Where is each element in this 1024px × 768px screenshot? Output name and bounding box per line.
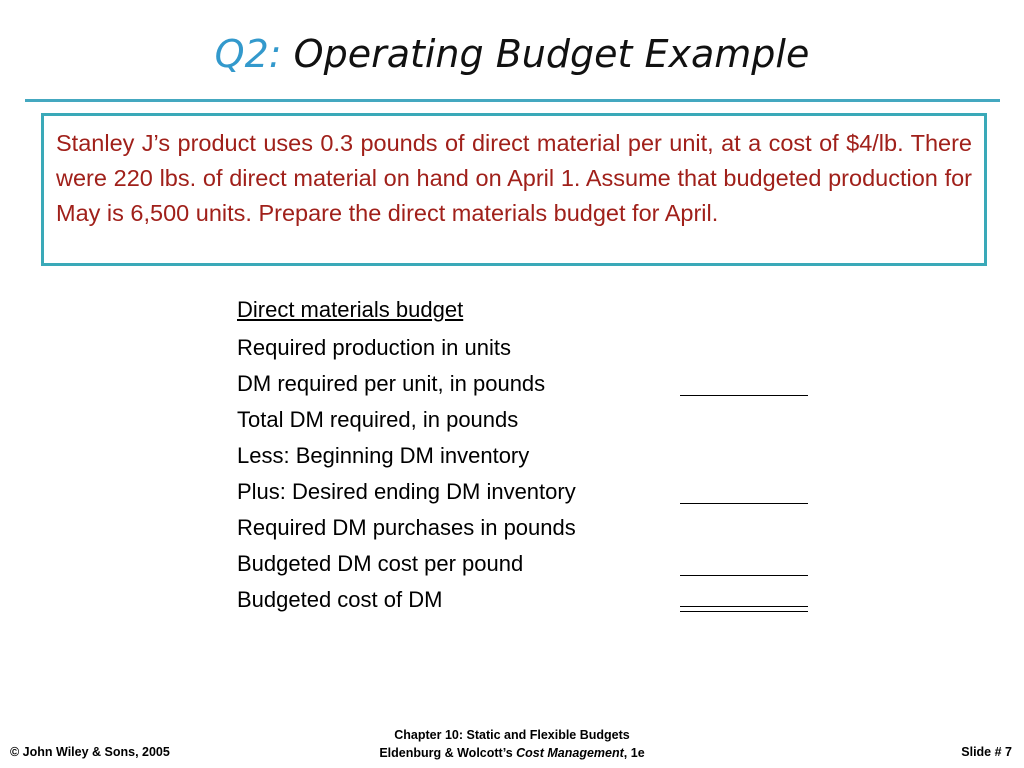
budget-row-label: Less: Beginning DM inventory xyxy=(237,443,530,468)
budget-row-label: Total DM required, in pounds xyxy=(237,407,519,432)
budget-row xyxy=(237,366,837,402)
budget-row-label: DM required per unit, in pounds xyxy=(237,371,546,396)
footer-slide-number: Slide # 7 xyxy=(961,745,1012,759)
answer-blank-line xyxy=(680,395,808,396)
budget-row xyxy=(237,510,837,546)
budget-row-label: Required DM purchases in pounds xyxy=(237,515,576,540)
budget-row xyxy=(237,330,837,366)
problem-statement-box xyxy=(41,113,987,266)
answer-blank-line xyxy=(680,575,808,576)
budget-row-label: Required production in units xyxy=(237,335,511,360)
title-prefix: Q2: xyxy=(214,32,282,76)
title-text: Operating Budget Example xyxy=(293,32,810,76)
budget-heading: Direct materials budget xyxy=(237,297,464,322)
budget-row-label: Plus: Desired ending DM inventory xyxy=(237,479,576,504)
footer-chapter: Chapter 10: Static and Flexible Budgets xyxy=(394,728,630,742)
budget-row xyxy=(237,582,837,618)
budget-row-label: Budgeted cost of DM xyxy=(237,587,443,612)
budget-row xyxy=(237,546,837,582)
footer-center xyxy=(300,726,724,762)
answer-double-underline xyxy=(680,606,808,612)
slide-title xyxy=(0,26,1024,82)
title-divider xyxy=(25,99,1000,102)
budget-row xyxy=(237,474,837,510)
problem-statement-text: Stanley J’s product uses 0.3 pounds of direct material per unit, at a cost of $4/lb. There were 220 lbs. of direct material on hand on April 1. Assume that budgeted production for May is 6,500 units. Prepare the direct materials budget for April. xyxy=(56,130,972,226)
footer-book-edition: , 1e xyxy=(623,746,645,760)
budget-row xyxy=(237,438,837,474)
budget-row xyxy=(237,402,837,438)
footer-copyright: © John Wiley & Sons, 2005 xyxy=(10,745,170,759)
footer-book-authors: Eldenburg & Wolcott’s xyxy=(379,746,517,760)
footer-book-title: Cost Management xyxy=(516,746,624,760)
footer-book xyxy=(300,744,724,762)
budget-row-label: Budgeted DM cost per pound xyxy=(237,551,524,576)
answer-blank-line xyxy=(680,503,808,504)
